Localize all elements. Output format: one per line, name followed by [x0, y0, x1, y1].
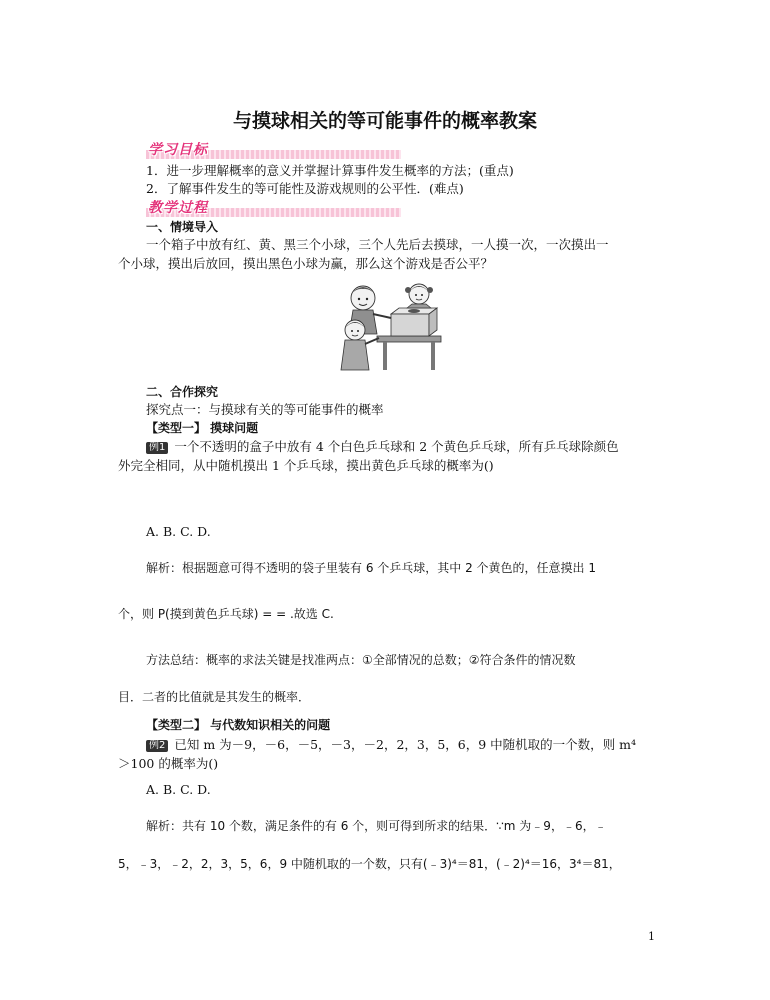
example1-solution-line1: 解析：根据题意可得不透明的袋子里装有 6 个乒乓球，其中 2 个黄色的，任意摸出 1: [146, 561, 596, 575]
example1-method-line1: 方法总结：概率的求法关键是找准两点：①全部情况的总数；②符合条件的情况数: [146, 653, 576, 667]
banner-label: 学习目标: [148, 142, 208, 158]
example2-solution-line2: 5，﹣3，﹣2，2，3，5，6，9 中随机取的一个数，只有(﹣3)⁴＝81，(﹣2)⁴＝16，3⁴＝81，: [118, 857, 621, 871]
example2-line1: [146, 737, 636, 753]
goal-item-1: 1．进一步理解概率的意义并掌握计算事件发生概率的方法；(重点): [146, 163, 514, 178]
example2-badge: 例2: [146, 740, 168, 752]
part1-paragraph-line2: 个小球，摸出后放回，摸出黑色小球为赢，那么这个游戏是否公平？: [118, 256, 494, 271]
banner-label: 教学过程: [148, 200, 208, 216]
page-number: 1: [648, 930, 655, 943]
type1-heading: 【类型一】 摸球问题: [146, 421, 259, 435]
example1-method-line2: 目．二者的比值就是其发生的概率．: [118, 690, 311, 704]
example1-line1: [146, 439, 619, 455]
example2-line2: ＞100 的概率为(): [118, 756, 219, 771]
page-title: 与摸球相关的等可能事件的概率教案: [232, 110, 537, 132]
example2-solution-line1: 解析：共有 10 个数，满足条件的有 6 个，则可得到所求的结果．∵m 为﹣9，﹣6，﹣: [146, 819, 607, 833]
example1-solution-line2: 个，则 P(摸到黄色乒乓球) = = .故选 C.: [118, 607, 334, 621]
example1-options: A. B. C. D.: [146, 524, 211, 539]
type2-heading: 【类型二】 与代数知识相关的问题: [146, 718, 331, 732]
part1-paragraph-line1: 一个箱子中放有红、黄、黑三个小球，三个人先后去摸球，一人摸一次，一次摸出一: [146, 237, 609, 252]
example1-line2: 外完全相同，从中随机摸出 1 个乒乓球，摸出黄色乒乓球的概率为(): [118, 458, 494, 473]
goal-item-2: 2．了解事件发生的等可能性及游戏规则的公平性．(难点): [146, 181, 464, 196]
exploration-point1: 探究点一：与摸球有关的等可能事件的概率: [146, 402, 384, 417]
children-box-illustration: [333, 278, 445, 372]
part1-heading: 一、情境导入: [146, 220, 219, 234]
example1-text: 一个不透明的盒子中放有 4 个白色乒乓球和 2 个黄色乒乓球，所有乒乓球除颜色: [174, 439, 619, 454]
example1-badge: 例1: [146, 442, 168, 454]
part2-heading: 二、合作探究: [146, 385, 219, 399]
example2-text: 已知 m 为－9，－6，－5，－3，－2，2，3，5，6，9 中随机取的一个数，则 m⁴: [174, 737, 637, 752]
example2-options: A. B. C. D.: [146, 782, 211, 797]
